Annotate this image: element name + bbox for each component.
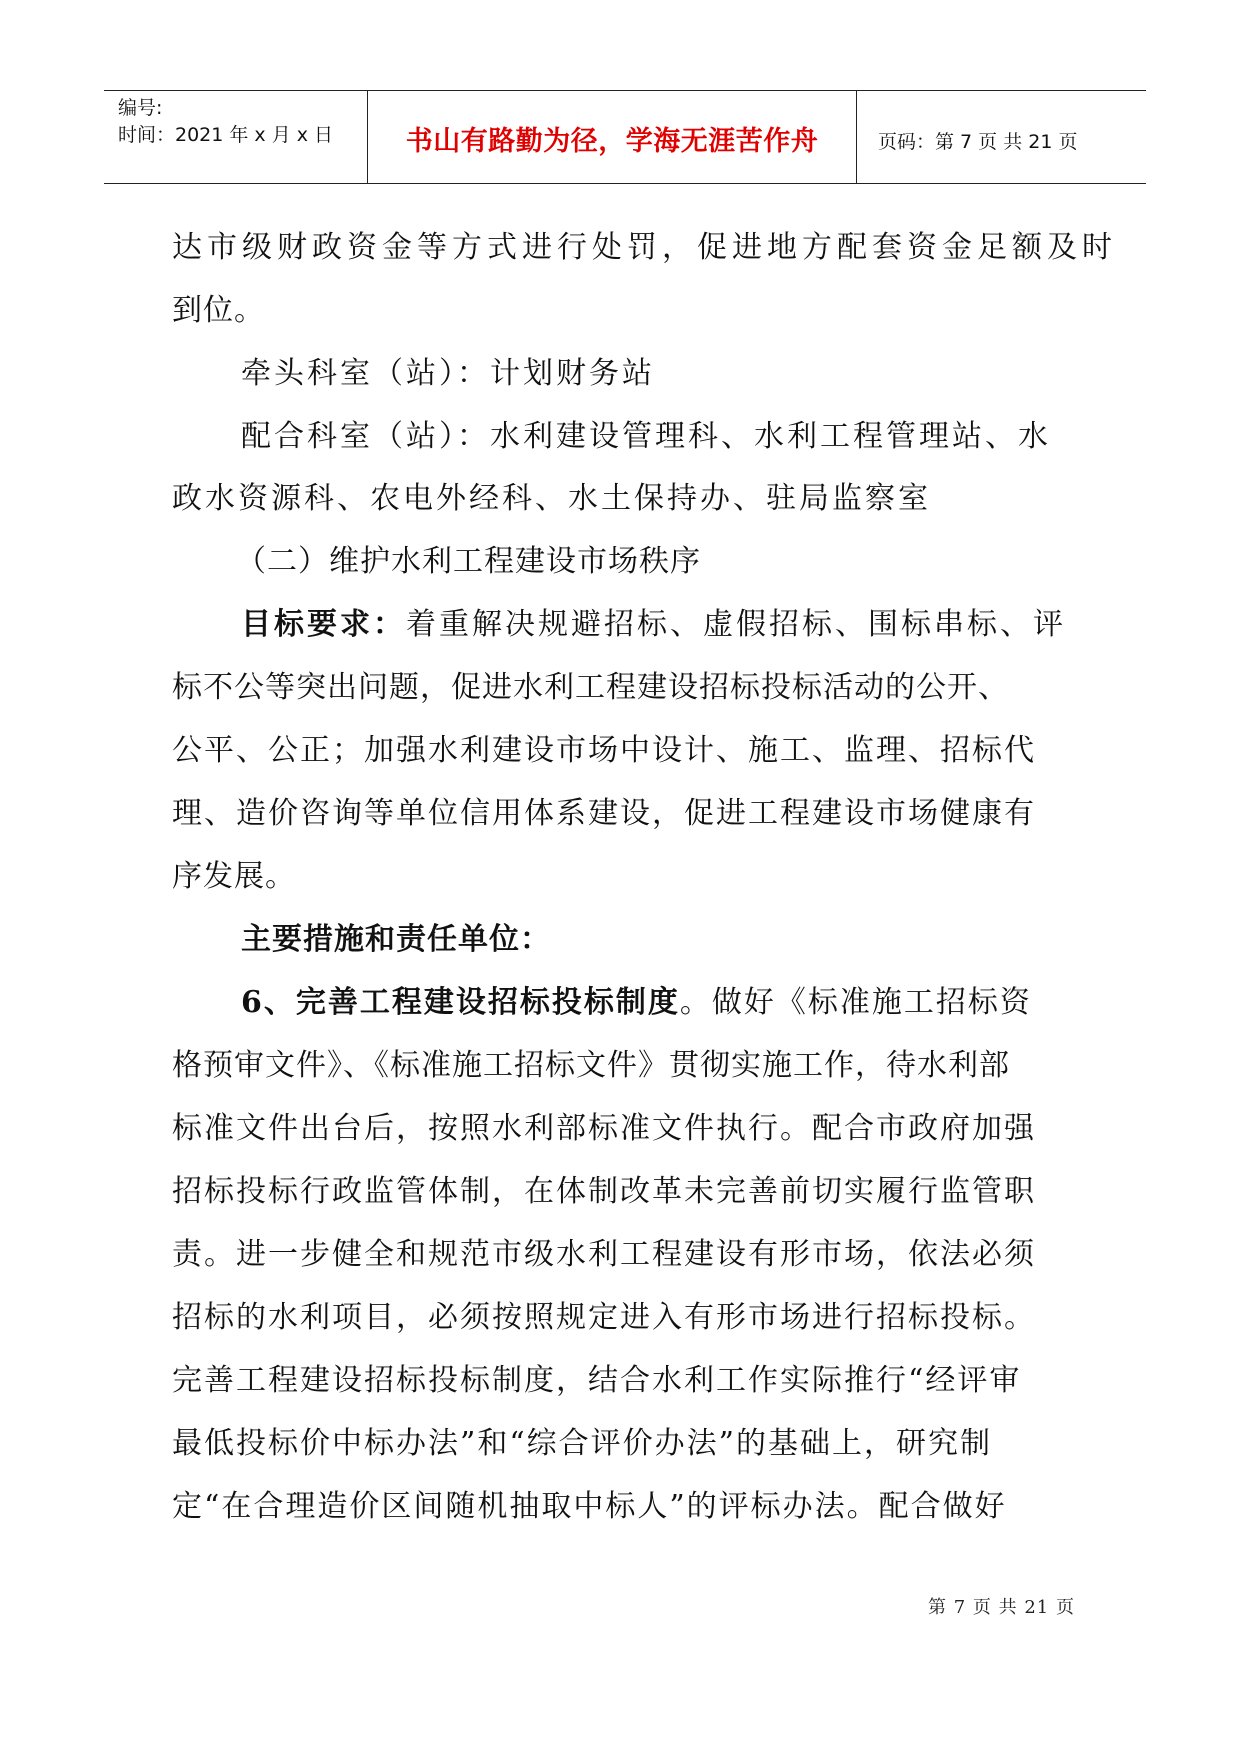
header-motto: 书山有路勤为径，学海无涯苦作舟 <box>405 126 819 157</box>
body-line: 完善工程建设招标投标制度，结合水利工作实际推行“经评审 <box>172 1363 1022 1398</box>
body-line: 标不公等突出问题，促进水利工程建设招标投标活动的公开、 <box>172 670 1009 705</box>
section-heading: （二）维护水利工程建设市场秩序 <box>236 544 701 579</box>
document-time-label: 时间：2021 年 x 月 x 日 <box>118 124 334 146</box>
header-meta-cell <box>104 91 367 183</box>
document-number-label: 编号: <box>118 97 163 119</box>
body-line: 公平、公正；加强水利建设市场中设计、施工、监理、招标代 <box>172 733 1036 768</box>
body-line: 责。进一步健全和规范市级水利工程建设有形市场，依法必须 <box>172 1237 1036 1272</box>
item-6-text: 。做好《标准施工招标资 <box>679 985 1032 1020</box>
body-line: 招标投标行政监管体制，在体制改革未完善前切实履行监管职 <box>172 1174 1036 1209</box>
lead-department-line: 牵头科室（站）：计划财务站 <box>241 356 655 391</box>
header-page-cell <box>856 91 1146 183</box>
body-line: 定“在合理造价区间随机抽取中标人”的评标办法。配合做好 <box>172 1489 1007 1524</box>
measures-heading: 主要措施和责任单位： <box>241 922 551 957</box>
body-line: 序发展。 <box>172 859 296 894</box>
body-line <box>241 605 1066 645</box>
goal-text: 着重解决规避招标、虚假招标、围标串标、评 <box>406 607 1066 642</box>
body-line: 招标的水利项目，必须按照规定进入有形市场进行招标投标。 <box>172 1300 1036 1335</box>
header-page-number: 页码：第 7 页 共 21 页 <box>878 131 1078 153</box>
body-line: 最低投标价中标办法”和“综合评价办法”的基础上，研究制 <box>172 1426 993 1461</box>
footer-page-number: 第 7 页 共 21 页 <box>928 1597 1075 1618</box>
body-line: 达市级财政资金等方式进行处罚，促进地方配套资金足额及时 <box>172 230 1117 265</box>
item-6-heading: 6、完善工程建设招标投标制度 <box>241 985 680 1020</box>
body-line: 格预审文件》、《标准施工招标文件》贯彻实施工作，待水利部 <box>172 1048 1010 1083</box>
body-line: 理、造价咨询等单位信用体系建设，促进工程建设市场健康有 <box>172 796 1036 831</box>
goal-heading: 目标要求： <box>241 607 406 642</box>
body-line: 政水资源科、农电外经科、水土保持办、驻局监察室 <box>172 481 931 516</box>
body-line: 到位。 <box>172 293 265 328</box>
body-line <box>241 983 1032 1023</box>
body-line: 标准文件出台后，按照水利部标准文件执行。配合市政府加强 <box>172 1111 1036 1146</box>
header-motto-cell <box>367 91 857 183</box>
document-header <box>104 90 1146 184</box>
cooperating-department-line: 配合科室（站）：水利建设管理科、水利工程管理站、水 <box>241 419 1051 454</box>
